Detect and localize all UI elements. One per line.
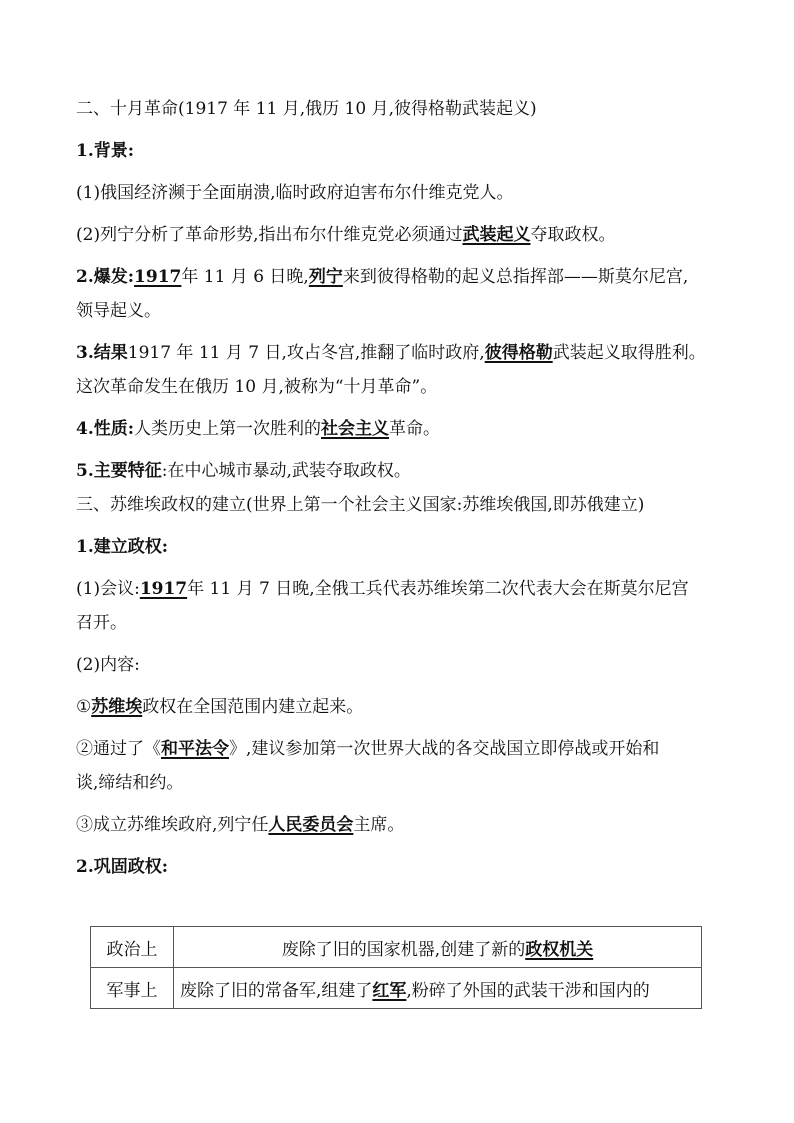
meeting-continuation: 召开。 bbox=[76, 613, 127, 633]
text: 废除了旧的常备军,组建了 bbox=[180, 980, 373, 1001]
keyword-red-army: 红军 bbox=[372, 980, 407, 1001]
establish-label-text: 1.建立政权: bbox=[76, 537, 169, 557]
table-value-politics bbox=[174, 927, 702, 968]
section3-heading: 三、苏维埃政权的建立(世界上第一个社会主义国家:苏维埃俄国,即苏俄建立) bbox=[76, 495, 645, 515]
table-row bbox=[91, 927, 702, 968]
meeting-line bbox=[76, 578, 724, 600]
content-label: (2)内容: bbox=[76, 655, 140, 675]
text: ③成立苏维埃政府,列宁任 bbox=[76, 815, 269, 835]
table-key-military: 军事上 bbox=[91, 968, 174, 1009]
keyword-1917: 1917 bbox=[139, 579, 188, 599]
text: 人类历史上第一次胜利的 bbox=[134, 419, 322, 439]
keyword-armed-uprising: 武装起义 bbox=[462, 225, 531, 245]
text: 年 11 月 6 日晚, bbox=[181, 267, 309, 287]
text: (1)会议: bbox=[76, 579, 140, 599]
text: :在中心城市暴动,武装夺取政权。 bbox=[161, 461, 411, 481]
table-key-politics: 政治上 bbox=[91, 927, 174, 968]
text: (2)列宁分析了革命形势,指出布尔什维克党必须通过 bbox=[76, 225, 463, 245]
content-item-3 bbox=[76, 814, 724, 836]
keyword-petrograd: 彼得格勒 bbox=[484, 343, 553, 363]
nature-label: 4.性质: bbox=[76, 419, 135, 439]
text: 废除了旧的国家机器,创建了新的 bbox=[281, 939, 526, 960]
keyword-soviet: 苏维埃 bbox=[91, 697, 143, 717]
content-item-1 bbox=[76, 696, 724, 718]
content-item-2-continuation: 谈,缔结和约。 bbox=[76, 773, 184, 793]
feature-line bbox=[76, 460, 724, 482]
text: 主席。 bbox=[353, 815, 405, 835]
text: 》,建议参加第一次世界大战的各交战国立即停战或开始和 bbox=[229, 739, 660, 759]
keyword-council: 人民委员会 bbox=[268, 815, 354, 835]
text: 革命。 bbox=[389, 419, 441, 439]
outbreak-line bbox=[76, 266, 724, 288]
outbreak-label: 2.爆发: bbox=[76, 267, 135, 287]
consolidate-label: 2.巩固政权: bbox=[76, 857, 169, 877]
text: ②通过了《 bbox=[76, 739, 161, 759]
text: 武装起义取得胜利。 bbox=[552, 343, 706, 363]
keyword-lenin: 列宁 bbox=[308, 267, 343, 287]
keyword-peace-decree: 和平法令 bbox=[161, 739, 229, 759]
section2-heading: 二、十月革命(1917 年 11 月,俄历 10 月,彼得格勒武装起义) bbox=[76, 99, 537, 119]
consolidation-table bbox=[90, 926, 702, 1009]
keyword-1917: 1917 bbox=[134, 267, 182, 287]
result-continuation: 这次革命发生在俄历 10 月,被称为“十月革命”。 bbox=[76, 377, 438, 397]
text: 年 11 月 7 日晚,全俄工兵代表苏维埃第二次代表大会在斯莫尔尼宫 bbox=[187, 579, 689, 599]
background-item-1: (1)俄国经济濒于全面崩溃,临时政府迫害布尔什维克党人。 bbox=[76, 183, 514, 203]
background-item-2 bbox=[76, 224, 724, 246]
result-label: 3.结果 bbox=[76, 343, 128, 363]
establish-label bbox=[76, 536, 724, 558]
text: 来到彼得格勒的起义总指挥部——斯莫尔尼宫, bbox=[342, 267, 689, 287]
text: 政权在全国范围内建立起来。 bbox=[142, 697, 364, 717]
feature-label: 5.主要特征 bbox=[76, 461, 162, 481]
outbreak-continuation: 领导起义。 bbox=[76, 301, 161, 321]
text: ① bbox=[76, 697, 92, 717]
document-body bbox=[76, 98, 724, 898]
content-item-2 bbox=[76, 738, 724, 760]
table-value-military bbox=[174, 968, 702, 1009]
text: ,粉碎了外国的武装干涉和国内的 bbox=[406, 980, 650, 1001]
keyword-organs: 政权机关 bbox=[525, 939, 594, 960]
table-row bbox=[91, 968, 702, 1009]
text: 夺取政权。 bbox=[530, 225, 616, 245]
text: 1917 年 11 月 7 日,攻占冬宫,推翻了临时政府, bbox=[127, 343, 485, 363]
background-label: 1.背景: bbox=[76, 141, 135, 161]
keyword-socialism: 社会主义 bbox=[321, 419, 390, 439]
nature-line bbox=[76, 418, 724, 440]
result-line bbox=[76, 342, 724, 364]
